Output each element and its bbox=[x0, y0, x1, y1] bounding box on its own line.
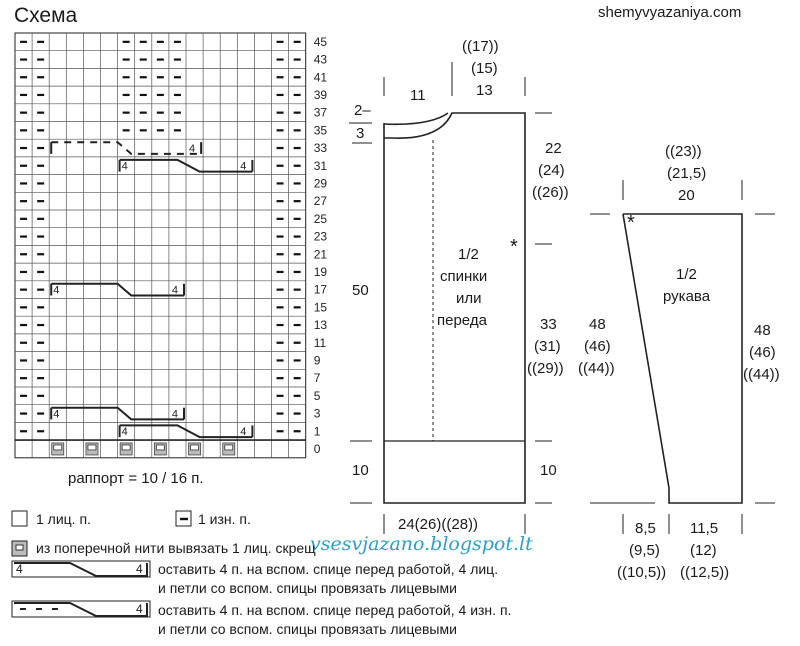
row-number: 9 bbox=[313, 353, 321, 368]
body-hem-right: 10 bbox=[540, 462, 557, 479]
row-number: 27 bbox=[313, 194, 328, 209]
row-number: 11 bbox=[313, 335, 327, 350]
body-label-2: спинки bbox=[440, 268, 488, 285]
sleeve-bottom-right-2: (12) bbox=[690, 542, 717, 559]
legend-cable1 bbox=[12, 561, 150, 577]
cable-num: 4 bbox=[171, 284, 179, 297]
row-number: 41 bbox=[313, 70, 328, 85]
row-number: 39 bbox=[313, 87, 328, 102]
row-number: 3 bbox=[313, 406, 321, 421]
row-number: 7 bbox=[313, 371, 321, 386]
legend-purl-text: 1 изн. п. bbox=[198, 511, 251, 527]
body-top-width-2: (15) bbox=[471, 60, 498, 77]
body-neck-depth-2: 3 bbox=[356, 125, 365, 142]
cable-num: 4 bbox=[240, 160, 247, 173]
cable-num: 4 bbox=[189, 142, 196, 155]
row-number: 0 bbox=[313, 441, 321, 456]
site-label: shemyvyazaniya.com bbox=[598, 4, 742, 21]
cable-num: 4 bbox=[53, 284, 60, 297]
sleeve-right-len-1: 48 bbox=[754, 322, 771, 339]
body-neck-depth-1: 2– bbox=[354, 102, 371, 119]
sleeve-right-len-3: ((44)) bbox=[743, 366, 780, 383]
sleeve-right-len-2: (46) bbox=[749, 344, 776, 361]
legend-cable2-num: 4 bbox=[136, 602, 143, 616]
sleeve-left-len-3: ((44)) bbox=[578, 360, 615, 377]
sleeve-bottom-left-3: ((10,5)) bbox=[617, 564, 667, 581]
sleeve-bottom-right-1: 11,5 bbox=[690, 520, 719, 537]
cable-num: 4 bbox=[53, 408, 60, 421]
sleeve-bottom-left-2: (9,5) bbox=[629, 542, 660, 559]
row-number: 13 bbox=[313, 318, 328, 333]
body-side-2: (31) bbox=[534, 338, 561, 355]
row-number: 21 bbox=[313, 247, 328, 262]
cable-num: 4 bbox=[121, 160, 128, 173]
row-number: 15 bbox=[313, 300, 328, 315]
legend-cable1-line1: оставить 4 п. на вспом. спице перед работой, 4 лиц. bbox=[158, 561, 499, 577]
body-armhole-3: ((26)) bbox=[532, 184, 569, 201]
body-top-width-1: ((17)) bbox=[462, 38, 499, 55]
legend-cable1-line2: и петли со вспом. спицы провязать лицевыми bbox=[158, 580, 457, 596]
row-number: 17 bbox=[313, 282, 328, 297]
body-label-3: или bbox=[456, 290, 482, 307]
body-side-1: 33 bbox=[540, 316, 557, 333]
sleeve-left-len-2: (46) bbox=[584, 338, 611, 355]
legend-knit-box bbox=[12, 511, 27, 526]
row-number: 29 bbox=[313, 176, 328, 191]
cable-num: 4 bbox=[240, 426, 247, 439]
legend-knit-text: 1 лиц. п. bbox=[36, 511, 91, 527]
watermark: vsesvjazano.blogspot.lt bbox=[310, 533, 533, 555]
row-number: 31 bbox=[313, 158, 328, 173]
row-number: 23 bbox=[313, 229, 328, 244]
row-number: 33 bbox=[313, 141, 328, 156]
legend-cable1-num: 4 bbox=[16, 562, 23, 576]
page-title: Схема bbox=[14, 4, 78, 27]
row-number: 5 bbox=[313, 388, 321, 403]
sleeve-bottom-left-1: 8,5 bbox=[635, 520, 656, 537]
row-number: 1 bbox=[313, 424, 321, 439]
row-number: 35 bbox=[313, 123, 328, 138]
row-number: 37 bbox=[313, 105, 328, 120]
body-label-1: 1/2 bbox=[458, 246, 479, 263]
body-hem-left: 10 bbox=[352, 462, 369, 479]
body-bottom-width: 24(26)((28)) bbox=[398, 516, 479, 533]
sleeve-label-1: 1/2 bbox=[676, 266, 697, 283]
sleeve-bottom-right-3: ((12,5)) bbox=[680, 564, 730, 581]
legend-cable2-line2: и петли со вспом. спицы провязать лицевыми bbox=[158, 621, 457, 637]
sleeve-label-2: рукава bbox=[663, 288, 711, 305]
body-armhole-1: 22 bbox=[545, 140, 562, 157]
legend-cable1-num-right: 4 bbox=[136, 562, 143, 576]
legend-make1-text: из поперечной нити вывязать 1 лиц. скрещ bbox=[36, 540, 316, 556]
row-number: 45 bbox=[313, 34, 328, 49]
body-neck-width: 11 bbox=[410, 87, 426, 104]
body-top-width-3: 13 bbox=[476, 82, 493, 99]
body-armhole-2: (24) bbox=[538, 162, 565, 179]
body-label-4: переда bbox=[437, 312, 487, 329]
sleeve-top-width-2: (21,5) bbox=[667, 165, 707, 182]
body-side-3: ((29)) bbox=[527, 360, 564, 377]
row-number: 19 bbox=[313, 264, 328, 279]
sleeve-top-width-1: ((23)) bbox=[665, 143, 702, 160]
row-number: 43 bbox=[313, 52, 328, 67]
rapport-label: раппорт = 10 / 16 п. bbox=[68, 470, 204, 487]
cable-num: 4 bbox=[171, 408, 179, 421]
row-number: 25 bbox=[313, 211, 328, 226]
sleeve-top-width-3: 20 bbox=[678, 187, 695, 204]
body-star: * bbox=[510, 236, 518, 258]
cable-num: 4 bbox=[121, 426, 128, 439]
sleeve-star: * bbox=[627, 212, 635, 234]
sleeve-left-len-1: 48 bbox=[589, 316, 606, 333]
body-length: 50 bbox=[352, 282, 369, 299]
legend-cable2-line1: оставить 4 п. на вспом. спице перед работой, 4 изн. п. bbox=[158, 602, 512, 618]
legend-cable2 bbox=[12, 601, 150, 617]
